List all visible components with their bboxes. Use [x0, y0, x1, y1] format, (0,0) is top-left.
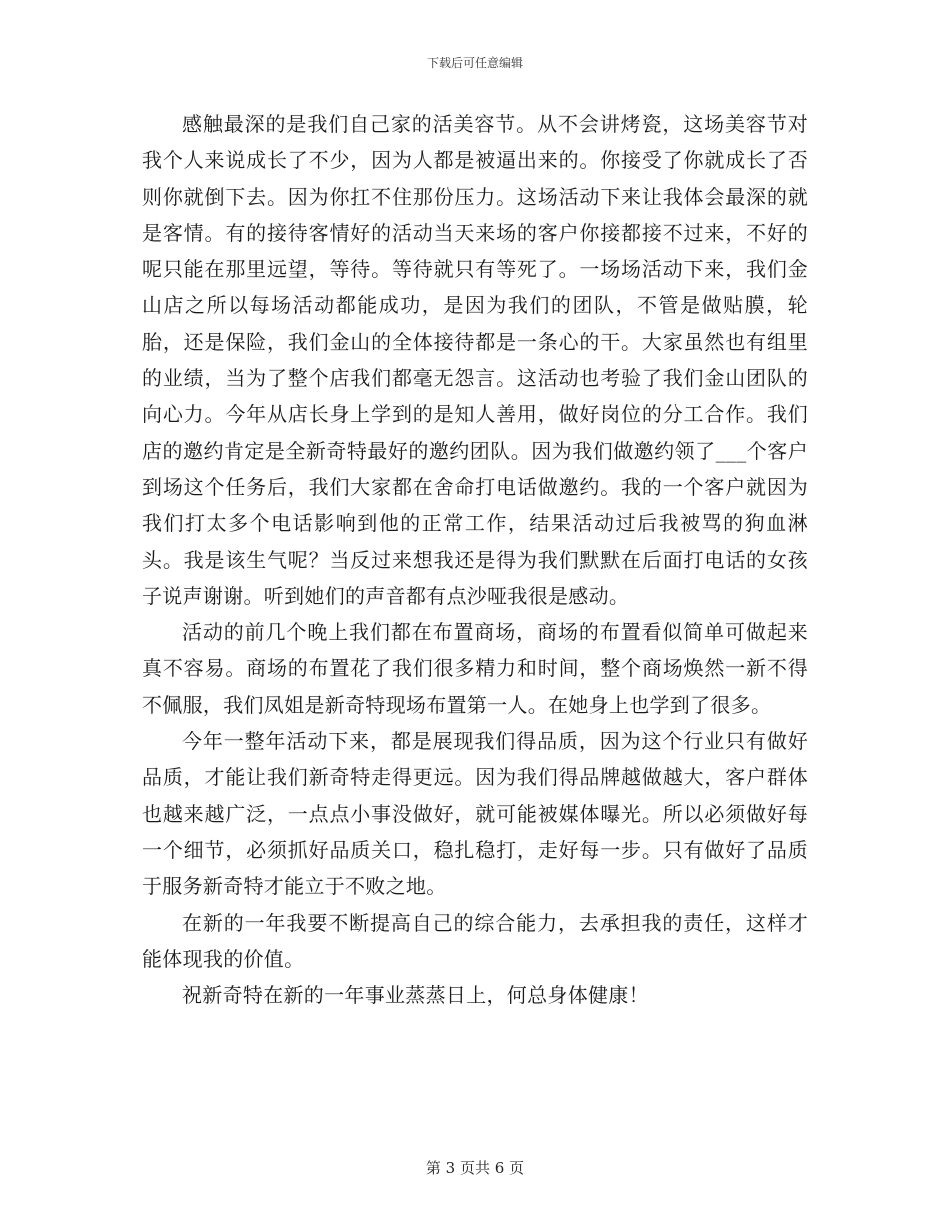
paragraph-4: 在新的一年我要不断提高自己的综合能力，去承担我的责任，这样才能体现我的价值。: [142, 910, 808, 971]
document-body: [142, 106, 808, 1013]
page-header: 下载后可任意编辑: [426, 56, 523, 70]
paragraph-3: 今年一整年活动下来，都是展现我们得品质，因为这个行业只有做好品质，才能让我们新奇特走得更远。因为我们得品牌越做越大，客户群体也越来越广泛，一点点小事没做好，就可能被媒体曝光。所以必须做好每一个细节，必须抓好品质关口，稳扎稳打，走好每一步。只有做好了品质于服务新奇特才能立于不败之地。: [142, 729, 808, 899]
paragraph-1: 感触最深的是我们自己家的活美容节。从不会讲烤瓷，这场美容节对我个人来说成长了不少，因为人都是被逼出来的。你接受了你就成长了否则你就倒下去。因为你扛不住那份压力。这场活动下来让我体会最深的就是客情。有的接待客情好的活动当天来场的客户你接都接不过来，不好的呢只能在那里远望，等待。等待就只有等死了。一场场活动下来，我们金山店之所以每场活动都能成功，是因为我们的团队，不管是做贴膜，轮胎，还是保险，我们金山的全体接待都是一条心的干。大家虽然也有组里的业绩，当为了整个店我们都毫无怨言。这活动也考验了我们金山团队的向心力。今年从店长身上学到的是知人善用，做好岗位的分工合作。我们店的邀约肯定是全新奇特最好的邀约团队。因为我们做邀约领了___个客户到场这个任务后，我们大家都在舍命打电话做邀约。我的一个客户就因为我们打太多个电话影响到他的正常工作，结果活动过后我被骂的狗血淋头。我是该生气呢？当反过来想我还是得为我们默默在后面打电话的女孩子说声谢谢。听到她们的声音都有点沙哑我很是感动。: [142, 112, 808, 608]
page-number: 第 3 页共 6 页: [425, 1159, 525, 1177]
paragraph-5: 祝新奇特在新的一年事业蒸蒸日上，何总身体健康！: [182, 983, 649, 1008]
paragraph-2: 活动的前几个晚上我们都在布置商场，商场的布置看似简单可做起来真不容易。商场的布置花了我们很多精力和时间，整个商场焕然一新不得不佩服，我们凤姐是新奇特现场布置第一人。在她身上也学到了很多。: [142, 620, 808, 717]
